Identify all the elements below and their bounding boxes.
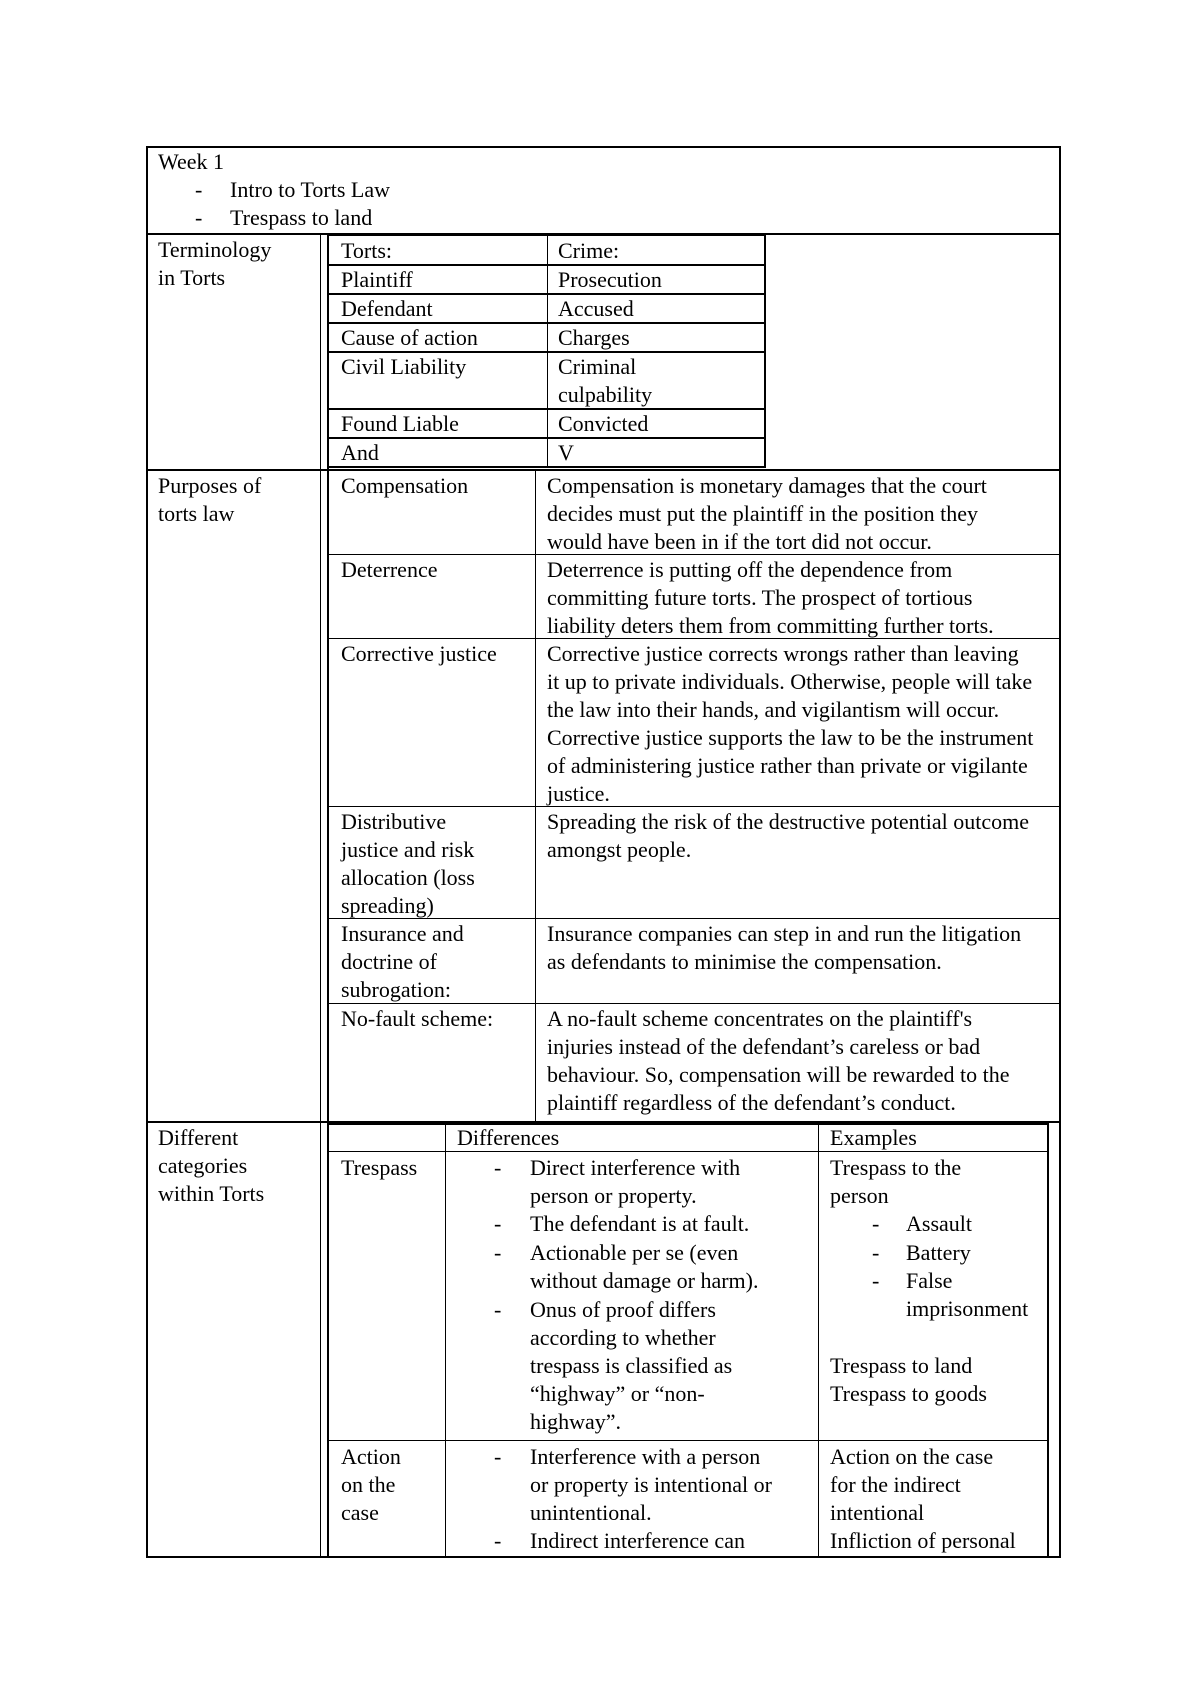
difference-item: unintentional. <box>530 1500 652 1525</box>
purpose-name: doctrine of <box>341 949 437 974</box>
difference-item: Actionable per se (even <box>530 1240 739 1265</box>
bullet-dash: - <box>494 1211 502 1236</box>
crime-term: Crime: <box>558 238 620 263</box>
difference-item: “highway” or “non- <box>530 1381 705 1406</box>
purpose-desc: justice. <box>547 781 610 806</box>
bullet-dash: - <box>494 1155 502 1180</box>
bullet-dash: - <box>195 205 203 230</box>
difference-item: without damage or harm). <box>530 1268 759 1293</box>
examples-header: Examples <box>830 1125 917 1150</box>
category-name: case <box>341 1500 379 1525</box>
example-item: imprisonment <box>906 1296 1029 1321</box>
crime-term: Accused <box>558 296 634 321</box>
difference-item: Direct interference with <box>530 1155 741 1180</box>
bullet-dash: - <box>872 1211 880 1236</box>
differences-header: Differences <box>457 1125 560 1150</box>
example-item: False <box>906 1268 953 1293</box>
purpose-desc: A no-fault scheme concentrates on the plaintiff's <box>547 1006 973 1031</box>
purpose-desc: as defendants to minimise the compensation. <box>547 949 942 974</box>
bullet-dash: - <box>494 1297 502 1322</box>
difference-item: Interference with a person <box>530 1444 761 1469</box>
difference-item: Indirect interference can <box>530 1528 745 1553</box>
section-label: Purposes of <box>158 473 262 498</box>
category-name: Trespass <box>341 1155 418 1180</box>
example-item: for the indirect <box>830 1472 961 1497</box>
crime-term: Prosecution <box>558 267 662 292</box>
torts-term: Civil Liability <box>341 354 467 379</box>
example-item: Infliction of personal <box>830 1528 1016 1553</box>
example-item: Action on the case <box>830 1444 994 1469</box>
difference-item: The defendant is at fault. <box>530 1211 750 1236</box>
crime-term: Criminal <box>558 354 637 379</box>
purpose-desc: of administering justice rather than private or vigilante <box>547 753 1028 778</box>
section-label: Terminology <box>158 237 272 262</box>
category-name: on the <box>341 1472 396 1497</box>
purpose-desc: would have been in if the tort did not occur. <box>547 529 932 554</box>
purpose-name: Distributive <box>341 809 447 834</box>
section-label: Different <box>158 1125 239 1150</box>
bullet-dash: - <box>494 1528 502 1553</box>
example-item: Battery <box>906 1240 971 1265</box>
purpose-desc: injuries instead of the defendant’s careless or bad <box>547 1034 981 1059</box>
purpose-desc: decides must put the plaintiff in the position they <box>547 501 978 526</box>
bullet-dash: - <box>195 177 203 202</box>
example-item: Trespass to the <box>830 1155 962 1180</box>
purpose-name: Compensation <box>341 473 469 498</box>
week-title: Week 1 <box>158 149 225 174</box>
topic-item: Intro to Torts Law <box>230 177 390 202</box>
bullet-dash: - <box>494 1240 502 1265</box>
difference-item: highway”. <box>530 1409 622 1434</box>
purpose-name: Insurance and <box>341 921 464 946</box>
example-item: person <box>830 1183 889 1208</box>
purpose-desc: Insurance companies can step in and run the litigation <box>547 921 1022 946</box>
crime-term: V <box>558 440 574 465</box>
section-label: in Torts <box>158 265 226 290</box>
crime-term: culpability <box>558 382 653 407</box>
purpose-name: subrogation: <box>341 977 451 1002</box>
torts-term: Torts: <box>341 238 393 263</box>
purpose-desc: it up to private individuals. Otherwise, people will take <box>547 669 1033 694</box>
torts-term: Defendant <box>341 296 433 321</box>
torts-term: And <box>341 440 379 465</box>
purpose-name: Corrective justice <box>341 641 497 666</box>
purpose-desc: Spreading the risk of the destructive potential outcome <box>547 809 1030 834</box>
example-item: Trespass to land <box>830 1353 973 1378</box>
purpose-desc: Deterrence is putting off the dependence from <box>547 557 953 582</box>
purpose-desc: committing future torts. The prospect of tortious <box>547 585 973 610</box>
section-label: categories <box>158 1153 248 1178</box>
crime-term: Charges <box>558 325 630 350</box>
torts-term: Cause of action <box>341 325 478 350</box>
purpose-desc: Corrective justice supports the law to be the instrument <box>547 725 1034 750</box>
topic-item: Trespass to land <box>230 205 373 230</box>
purpose-name: allocation (loss <box>341 865 475 890</box>
example-item: Trespass to goods <box>830 1381 987 1406</box>
torts-term: Plaintiff <box>341 267 413 292</box>
difference-item: according to whether <box>530 1325 716 1350</box>
section-label: torts law <box>158 501 235 526</box>
difference-item: person or property. <box>530 1183 697 1208</box>
purpose-desc: behaviour. So, compensation will be rewarded to the <box>547 1062 1010 1087</box>
purpose-desc: liability deters them from committing further torts. <box>547 613 994 638</box>
purpose-desc: Compensation is monetary damages that the court <box>547 473 987 498</box>
torts-term: Found Liable <box>341 411 459 436</box>
purpose-name: Deterrence <box>341 557 438 582</box>
difference-item: Onus of proof differs <box>530 1297 716 1322</box>
section-label: within Torts <box>158 1181 265 1206</box>
crime-term: Convicted <box>558 411 649 436</box>
purpose-name: justice and risk <box>341 837 475 862</box>
example-item: Assault <box>906 1211 972 1236</box>
difference-item: or property is intentional or <box>530 1472 772 1497</box>
purpose-name: No-fault scheme: <box>341 1006 494 1031</box>
purpose-desc: Corrective justice corrects wrongs rather than leaving <box>547 641 1019 666</box>
bullet-dash: - <box>494 1444 502 1469</box>
purpose-desc: amongst people. <box>547 837 692 862</box>
category-name: Action <box>341 1444 401 1469</box>
bullet-dash: - <box>872 1268 880 1293</box>
purpose-desc: plaintiff regardless of the defendant’s conduct. <box>547 1090 956 1115</box>
example-item: intentional <box>830 1500 925 1525</box>
purpose-desc: the law into their hands, and vigilantism will occur. <box>547 697 1000 722</box>
purpose-name: spreading) <box>341 893 434 918</box>
bullet-dash: - <box>872 1240 880 1265</box>
difference-item: trespass is classified as <box>530 1353 733 1378</box>
